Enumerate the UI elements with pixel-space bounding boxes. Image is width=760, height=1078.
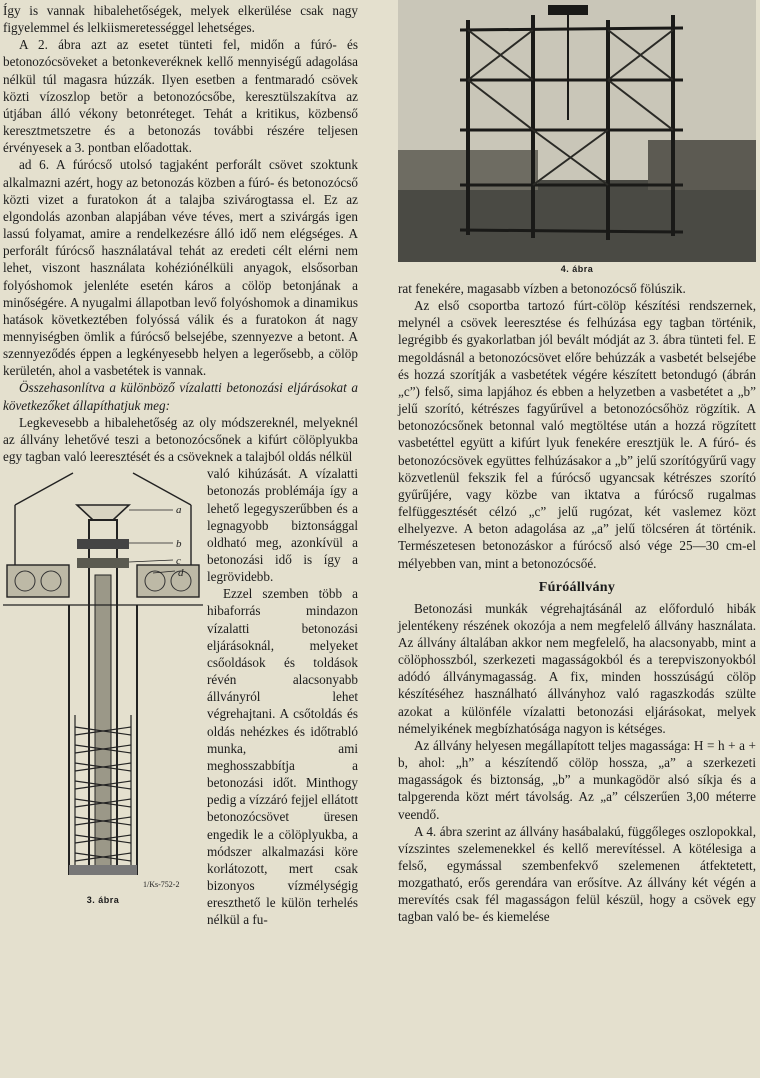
paragraph: A 2. ábra azt az esetet tünteti fel, midőn a fúró- és betonozócsöveket a betonkeveréknek kellő mennyiségű adagolása nélkül túl magasra húzzák. Ilyen esetben a fentmaradó csövek közti vízoszlop betör a betonozócsőbe, keresztülszakítva az útjában álló vékony betonréteget. Tehát a kritikus, közbenső keresztmetszetre és a betonozás további részére teljesen érvényesek a 3. pontban előadottak. — [3, 37, 358, 156]
paragraph: való kihúzását. A vízalatti betonozás problémája így a lehető legegyszerűbben és a legnagyobb biztonsággal oldható meg, azonkívül a betonozási idő is így a legrövidebb. — [207, 466, 358, 585]
fig3-label-c: c — [176, 555, 181, 568]
fig3-label-a: a — [176, 504, 182, 517]
timber-beam-right — [137, 565, 199, 597]
hopper-shape — [77, 505, 129, 520]
figure-3-caption: 3. ábra — [86, 895, 120, 906]
clamp-ring-shape — [77, 539, 129, 549]
narrow-text — [207, 465, 358, 928]
section-heading: Fúróállvány — [538, 579, 616, 595]
figure-4-caption: 4. ábra — [560, 264, 594, 274]
figure-wrap — [3, 465, 358, 928]
scaffold-photo — [398, 0, 756, 262]
fig3-label-b: b — [176, 538, 182, 551]
paragraph: ad 6. A fúrócső utolsó tagjaként perforált csövet szoktunk alkalmazni azért, hogy az betonozás közben a fúró- és betonozócső közti vizet a furatokon át a talajba szivárogtassa el. Ez az elgondolás azonban alapjában véve téves, mert a szivárgás igen lassú folyamat, amire a rendelkezésre álló idő nem elégséges. A perforált fúrócső használatával tehát az eredeti célt elérni nem lehet, viszont használata kohéziónélküli anyagok, elsősorban folyóshomok jelenléte esetén káros a cölöp betonjának a minőségére. A nyugalmi állapotban levő folyóshomok a dinamikus hatások következtében folyóssá válik és a furatokon át nagy mennyiségben ömlik a fúrócső belsejébe, szennyezve a betont. A szennyeződés éppen a legkényesebb helyen a legerősebb, a cölöp kerületén, ahol a vasbetétek is vannak. — [3, 157, 358, 379]
paragraph: Így is vannak hibalehetőségek, melyek elkerülése csak nagy figyelemmel és lelkiismeretességgel lehetséges. — [3, 3, 358, 36]
paragraph: Legkevesebb a hibalehetőség az oly módszereknél, melyeknél az állvány lehetővé teszi a betonozócsőnek a kifúrt cölöplyukba egy tagban való leeresztését és a csöveknek a talajból oldás nélkül — [3, 414, 358, 465]
paragraph: A 4. ábra szerint az állvány hasábalakú, függőleges oszlopokkal, vízszintes szelemenekkel és kellő merevítéssel. A kötélesiga a felső, egymással szembenfekvő szelemenen átfektetett, mozgatható, erős gerendára van erősítve. Az állvány két végén a merevítés csak fél magasságon felül készül, hogy a csövek egy tagban való be- és kiemelése — [398, 823, 756, 925]
fig3-code: 1/Ks-752-2 — [143, 880, 180, 890]
fig3-label-d: d — [178, 567, 184, 580]
paragraph: Az első csoportba tartozó fúrt-cölöp készítési rendszernek, melynél a csövek leeresztése és felhúzása egy tagban történik, legrégibb és gyakorlatban jól bevált módját az 3. ábra tünteti fel. E megoldásnál a betonozócsövet előre behúzzák a vasbetét belsejébe és hozzá szorítják a vasbetétek végére készített betondugó (ábrán „c”) felső, sima lapjához és ebben a helyzetben a vasbetétet a „b” jelű szorító, kétrészes fagyűrűvel a betonozócsőhöz rögzítik. A betonozócsőnek betonnal való megtöltése után a hozzá rögzített vasbetéttel együtt a kifúrt lyuk fenekére eresztjük le. A fúró- és betonozócsövek együttes felhúzásakor a „b” jelű szorítógyűrű vagy közvetlenül fekszik fel a fúrócső ugyancsak kétrészes szorító gyűrűjére, vagy közbe van iktatva a fúrócső rugalmas felfüggesztését célzó „c” jelű rugózat, két vaslemez közt elhelyezve. A beton adagolása az „a” jelű tölcséren át történik. Természetesen betonozáskor a fúrócső alsó vége 25—30 cm-el mélyebben van, mint a betonozócsőé. — [398, 298, 756, 571]
paragraph-italic: Összehasonlítva a különböző vízalatti betonozási eljárásokat a következőket állapíthatjuk meg: — [3, 380, 358, 413]
timber-beam-left — [7, 565, 69, 597]
right-column — [398, 0, 756, 926]
paragraph: Betonozási munkák végrehajtásánál az előforduló hibák jelentékeny részének okozója a nem megfelelő állvány használata. Az állvány általában akkor nem megfelelő, ha alacsonyabb, mint a cölöphosszból, szerkezeti magasságokból és a terepviszonyokból adódó állványmagasság. A fix, minden hosszúságú cölöp készítéséhez használható állványhoz való ragaszkodás szülte azokat a különféle vízalatti betonozási eljárásokat, melyek némelyikének megbízhatósága nagyon is kétséges. — [398, 600, 756, 736]
left-column — [3, 2, 358, 928]
paragraph: Az állvány helyesen megállapított teljes magassága: H = h + a + b, ahol: „h” a készítendő cölöp hossza, „a” a szerkezeti magasságok és biztonság, „b” a munkagödör alsó síkja és a talpgerenda közt mért távolság. Az „a” célszerűen 3,00 méterre veendő. — [398, 737, 756, 822]
figure-4-photo — [398, 0, 756, 262]
pile-diagram — [3, 465, 203, 895]
paragraph: rat fenekére, magasabb vízben a betonozócső fölúszik. — [398, 281, 686, 296]
figure-3 — [3, 465, 203, 906]
paragraph: Ezzel szemben több a hibaforrás mindazon vízalatti betonozási eljárásoknál, melyeket csőoldások és toldások révén alacsonyabb állványról lehet végrehajtani. A csőtoldás és oldás nehézkes és időtrabló munka, ami meghosszabbítja a betonozási időt. Minthogy pedig a vízzáró fejjel ellátott betonozócsövet üresen engedik le a cölöplyukba, a módszer alkalmazási köre korlátozott, mert csak bizonyos vízmélységig ereszthető le külön terhelés nélkül a fu- — [207, 586, 358, 928]
